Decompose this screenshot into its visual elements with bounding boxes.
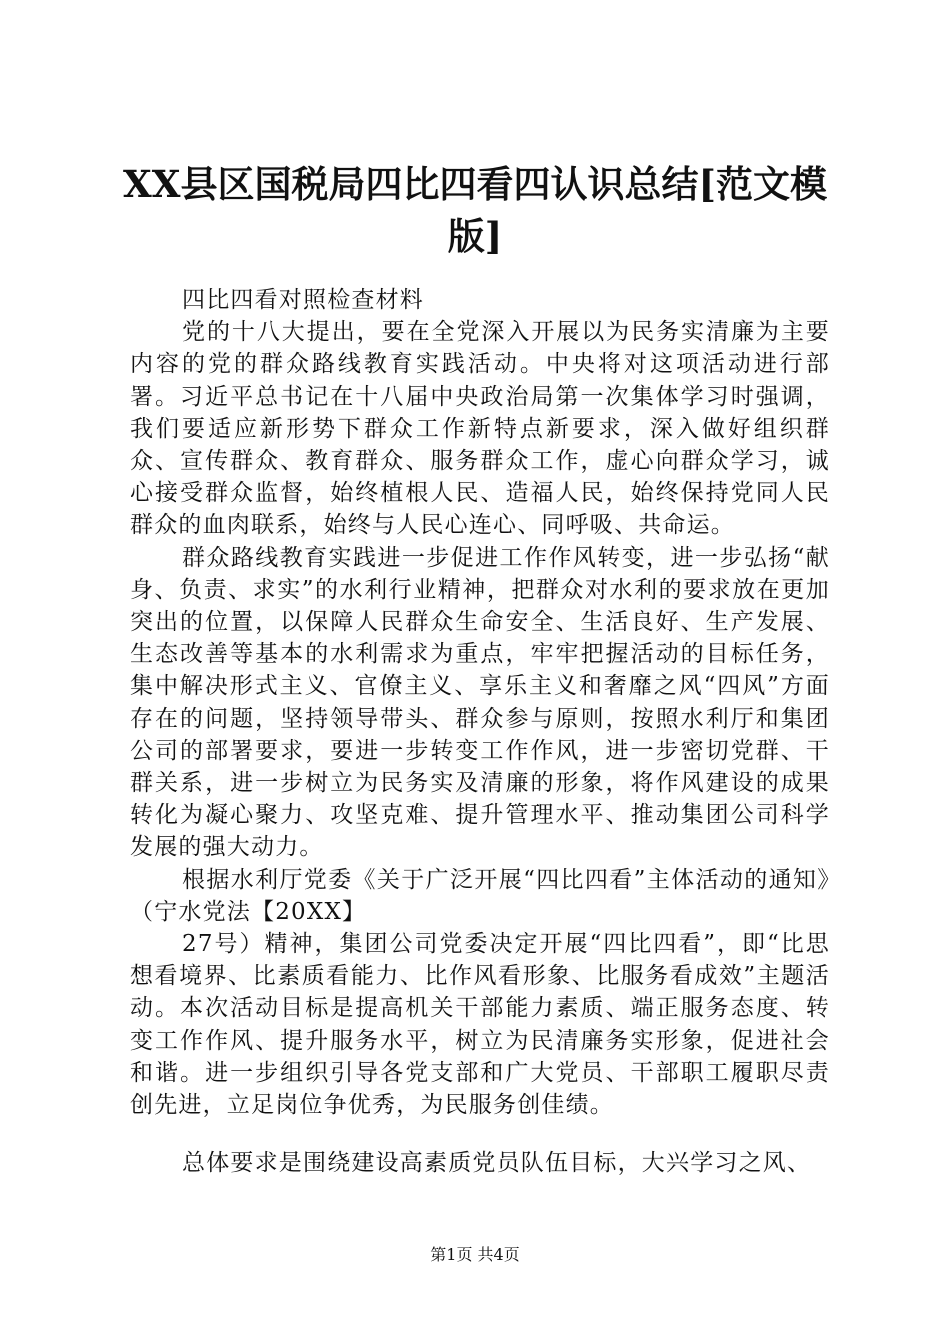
document-subtitle: 四比四看对照检查材料	[182, 287, 424, 313]
document-body	[130, 284, 830, 1179]
paragraph-2: 群众路线教育实践进一步促进工作作风转变，进一步弘扬“献身、负责、求实”的水利行业精神，把群众对水利的要求放在更加突出的位置，以保障人民群众生命安全、生活良好、生产发展、生态改善等基本的水利需求为重点，牢牢把握活动的目标任务，集中解决形式主义、官僚主义、享乐主义和奢靡之风“四风”方面存在的问题，坚持领导带头、群众参与原则，按照水利厅和集团公司的部署要求，要进一步转变工作作风，进一步密切党群、干群关系，进一步树立为民务实及清廉的形象，将作风建设的成果转化为凝心聚力、攻坚克难、提升管理水平、推动集团公司科学发展的强大动力。	[130, 544, 830, 861]
document-title: XX县区国税局四比四看四认识总结[范文模版]	[123, 162, 827, 258]
page-footer: 第1页 共4页	[430, 1245, 520, 1264]
paragraph-5: 总体要求是围绕建设高素质党员队伍目标，大兴学习之风、	[182, 1150, 812, 1177]
paragraph-3: 根据水利厅党委《关于广泛开展“四比四看”主体活动的通知》（宁水党法【20XX】	[130, 866, 830, 925]
paragraph-4: 27号）精神，集团公司党委决定开展“四比四看”，即“比思想看境界、比素质看能力、比作风看形象、比服务看成效”主题活动。本次活动目标是提高机关干部能力素质、端正服务态度、转变工作作风、提升服务水平，树立为民清廉务实形象，促进社会和谐。进一步组织引导各党支部和广大党员、干部职工履职尽责创先进，立足岗位争优秀，为民服务创佳绩。	[130, 931, 830, 1119]
paragraph-1: 党的十八大提出，要在全党深入开展以为民务实清廉为主要内容的党的群众路线教育实践活动。中央将对这项活动进行部署。习近平总书记在十八届中央政治局第一次集体学习时强调，我们要适应新形势下群众工作新特点新要求，深入做好组织群众、宣传群众、教育群众、服务群众工作，虚心向群众学习，诚心接受群众监督，始终植根人民、造福人民，始终保持党同人民群众的血肉联系，始终与人民心连心、同呼吸、共命运。	[130, 319, 830, 539]
